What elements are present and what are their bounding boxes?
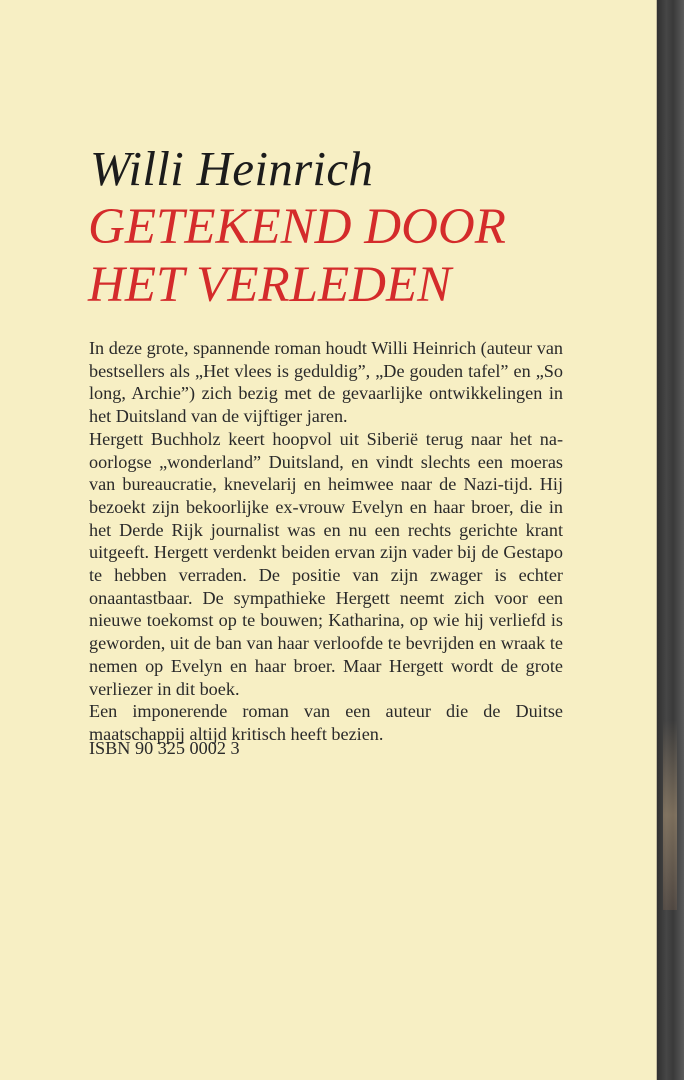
edge-highlight <box>663 720 677 910</box>
blurb-paragraph-closing: Een imponerende roman van een auteur die de Duitse maatschappij altijd kritisch heeft bezien. <box>89 701 563 744</box>
blurb-paragraph-intro: In deze grote, spannende roman houdt Willi Heinrich (auteur van bestsellers als „Het vlees is geduldig”, „De gouden tafel” en „So long, Archie”) zich bezig met de gevaarlijke ontwikkelingen in het Duitsland van de vijftiger jaren. <box>89 338 563 427</box>
blurb-text <box>89 337 563 746</box>
blurb-paragraph-plot: Hergett Buchholz keert hoopvol uit Siberië terug naar het na-oorlogse „wonderland” Duitsland, en vindt slechts een moeras van bureaucratie, knevelarij en heimwee naar de Nazi-tijd. Hij bezoekt zijn bekoorlijke ex-vrouw Evelyn en haar broer, die in het Derde Rijk journalist was en nu een rechts gerichte krant uitgeeft. Hergett verdenkt beiden ervan zijn vader bij de Gestapo te hebben verraden. De positie van zijn zwager is echter onaantastbaar. De sympathieke Hergett neemt zich voor een nieuwe toekomst op te bouwen; Katharina, op wie hij verliefd is geworden, uit de ban van haar verloofde te bevrijden en wraak te nemen op Evelyn en haar broer. Maar Hergett wordt de grote verliezer in dit boek. <box>89 428 563 699</box>
isbn-number: ISBN 90 325 0002 3 <box>89 738 240 758</box>
book-title-line-2: HET VERLEDEN <box>88 257 452 313</box>
book-edge-shadow <box>657 0 684 1080</box>
book-title-line-1: GETEKEND DOOR <box>88 199 506 255</box>
author-name: Willi Heinrich <box>90 141 374 196</box>
book-title <box>88 198 506 314</box>
